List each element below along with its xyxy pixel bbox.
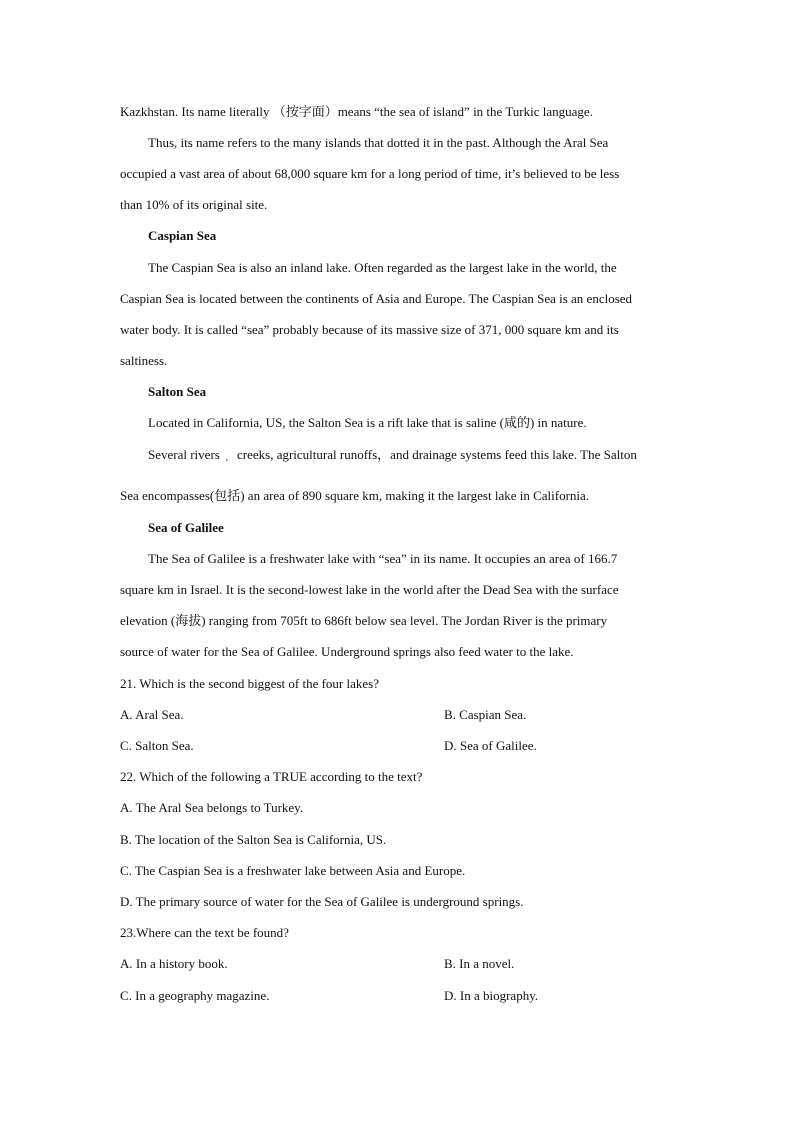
caspian-paragraph-line: saltiness. [120,353,168,368]
question-21-option-d: D. Sea of Galilee. [444,738,537,753]
question-22-option-d: D. The primary source of water for the Sea of Galilee is underground springs. [120,894,524,909]
salton-paragraph-line: Located in California, US, the Salton Sea is a rift lake that is saline (咸的) in nature. [148,415,587,430]
question-23-stem: 23.Where can the text be found? [120,925,289,940]
caspian-paragraph-line: The Caspian Sea is also an inland lake. Often regarded as the largest lake in the world, the [148,260,617,275]
question-23-option-c: C. In a geography magazine. [120,988,270,1003]
question-21-option-b: B. Caspian Sea. [444,707,527,722]
salton-paragraph-line: creeks, agricultural runoffs，and drainage systems feed this lake. The Salton [237,447,637,462]
galilee-heading: Sea of Galilee [148,520,224,535]
question-21-option-a: A. Aral Sea. [120,707,184,722]
question-22-option-b: B. The location of the Salton Sea is California, US. [120,832,387,847]
aral-paragraph-end: Kazkhstan. Its name literally （按字面）means “the sea of island” in the Turkic language. [120,104,593,119]
question-21-option-c: C. Salton Sea. [120,738,194,753]
question-23-option-a: A. In a history book. [120,956,228,971]
stray-mark: ' [226,458,228,469]
question-23-option-d: D. In a biography. [444,988,539,1003]
question-23-option-b: B. In a novel. [444,956,515,971]
question-22-option-a: A. The Aral Sea belongs to Turkey. [120,800,304,815]
galilee-paragraph-line: The Sea of Galilee is a freshwater lake with “sea” in its name. It occupies an area of 166.7 [148,551,618,566]
caspian-paragraph-line: Caspian Sea is located between the continents of Asia and Europe. The Caspian Sea is an enclosed [120,291,633,306]
aral-paragraph-line: than 10% of its original site. [120,197,268,212]
aral-paragraph-line: Thus, its name refers to the many islands that dotted it in the past. Although the Aral Sea [148,135,609,150]
question-21-stem: 21. Which is the second biggest of the four lakes? [120,676,379,691]
salton-paragraph-line: Sea encompasses(包括) an area of 890 square km, making it the largest lake in California. [120,488,590,503]
salton-paragraph-line: Several rivers [148,447,220,462]
galilee-paragraph-line: elevation (海拔) ranging from 705ft to 686ft below sea level. The Jordan River is the primary [120,613,608,628]
caspian-heading: Caspian Sea [148,228,217,243]
salton-heading: Salton Sea [148,384,207,399]
question-22-option-c: C. The Caspian Sea is a freshwater lake between Asia and Europe. [120,863,466,878]
galilee-paragraph-line: square km in Israel. It is the second-lowest lake in the world after the Dead Sea with the surface [120,582,619,597]
galilee-paragraph-line: source of water for the Sea of Galilee. Underground springs also feed water to the lake. [120,644,574,659]
aral-paragraph-line: occupied a vast area of about 68,000 square km for a long period of time, it’s believed to be less [120,166,620,181]
caspian-paragraph-line: water body. It is called “sea” probably because of its massive size of 371, 000 square km and its [120,322,619,337]
question-22-stem: 22. Which of the following a TRUE according to the text? [120,769,423,784]
